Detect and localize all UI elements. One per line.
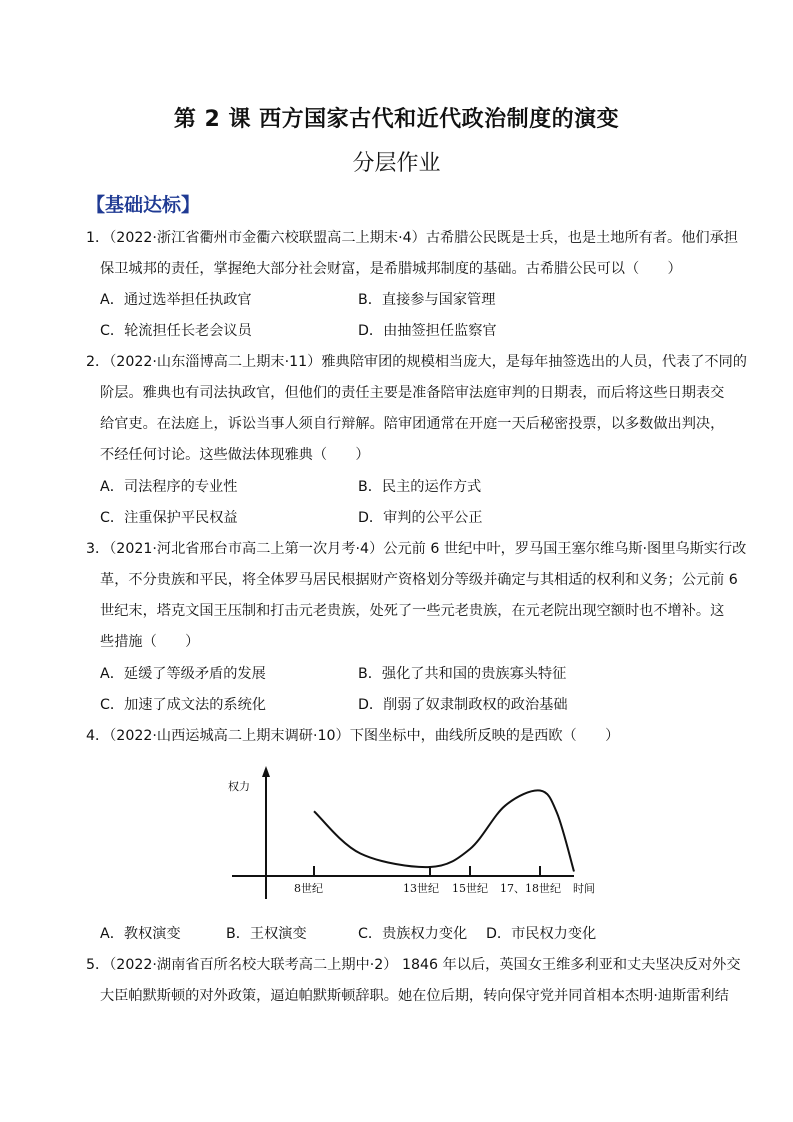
q4-option-b: B．王权演变 [226,926,307,942]
x-tick-label: 17、18世纪 [500,882,561,895]
q3-line-3: 世纪末，塔克文国王压制和打击元老贵族，处死了一些元老贵族，在元老院出现空额时也不增补。这 [100,603,725,619]
q1-option-c: C．轮流担任长老会议员 [100,323,252,339]
q2-option-c: C．注重保护平民权益 [100,510,238,526]
page-title: 第 2 课 西方国家古代和近代政治制度的演变 [173,107,620,132]
q4-option-c: C．贵族权力变化 [358,926,468,942]
y-axis-arrow [262,766,270,777]
q1-line-1: 1．（2022·浙江省衢州市金衢六校联盟高二上期末·4）古希腊公民既是士兵，也是土地所有者。他们承担 [86,230,738,246]
q1-option-d: D．由抽签担任监察官 [358,323,497,339]
x-tick-label: 15世纪 [452,882,488,895]
x-tick-label: 8世纪 [294,882,323,895]
q2-line-3: 给官吏。在法庭上，诉讼当事人须自行辩解。陪审团通常在开庭一天后秘密投票，以多数做出判决， [100,416,725,432]
q5-line-2: 大臣帕默斯顿的对外政策，逼迫帕默斯顿辞职。她在位后期，转向保守党并同首相本杰明·迪斯雷利结 [100,988,729,1004]
q2-option-d: D．审判的公平公正 [358,510,483,526]
x-axis-label: 时间 [573,882,595,895]
q3-option-b: B．强化了共和国的贵族寡头特征 [358,666,567,682]
q4-option-a: A．教权演变 [100,926,181,942]
q3-option-a: A．延缓了等级矛盾的发展 [100,666,266,682]
q3-option-c: C．加速了成文法的系统化 [100,697,266,713]
q4-line-1: 4．（2022·山西运城高二上期末调研·10）下图坐标中，曲线所反映的是西欧（ ） [86,728,620,744]
q2-line-2: 阶层。雅典也有司法执政官，但他们的责任主要是准备陪审法庭审判的日期表，而后将这些日期表交 [100,385,725,401]
q1-option-a: A．通过选举担任执政官 [100,292,252,308]
q4-option-d: D．市民权力变化 [486,926,597,942]
power-curve [314,790,574,871]
q2-option-a: A．司法程序的专业性 [100,479,238,495]
q3-line-1: 3．（2021·河北省邢台市高二上第一次月考·4）公元前 6 世纪中叶，罗马国王塞尔维乌斯·图里乌斯实行改 [86,541,747,557]
q3-line-2: 革，不分贵族和平民，将全体罗马居民根据财产资格划分等级并确定与其相适的权利和义务；公元前 6 [100,572,738,588]
power-chart [222,764,612,904]
q2-line-4: 不经任何讨论。这些做法体现雅典（ ） [100,447,370,463]
q1-line-2: 保卫城邦的责任，掌握绝大部分社会财富，是希腊城邦制度的基础。古希腊公民可以（ ） [100,261,682,277]
q3-option-d: D．削弱了奴隶制政权的政治基础 [358,697,568,713]
page-subtitle: 分层作业 [352,151,441,176]
x-tick-label: 13世纪 [403,882,439,895]
section-heading: 【基础达标】 [86,194,201,216]
q1-option-b: B．直接参与国家管理 [358,292,496,308]
y-axis-label: 权力 [228,780,250,793]
q2-line-1: 2．（2022·山东淄博高二上期末·11）雅典陪审团的规模相当庞大，是每年抽签选出的人员，代表了不同的 [86,354,747,370]
q5-line-1: 5．（2022·湖南省百所名校大联考高二上期中·2） 1846 年以后，英国女王维多利亚和丈夫坚决反对外交 [86,957,741,973]
q2-option-b: B．民主的运作方式 [358,479,482,495]
q3-line-4: 些措施（ ） [100,634,200,650]
